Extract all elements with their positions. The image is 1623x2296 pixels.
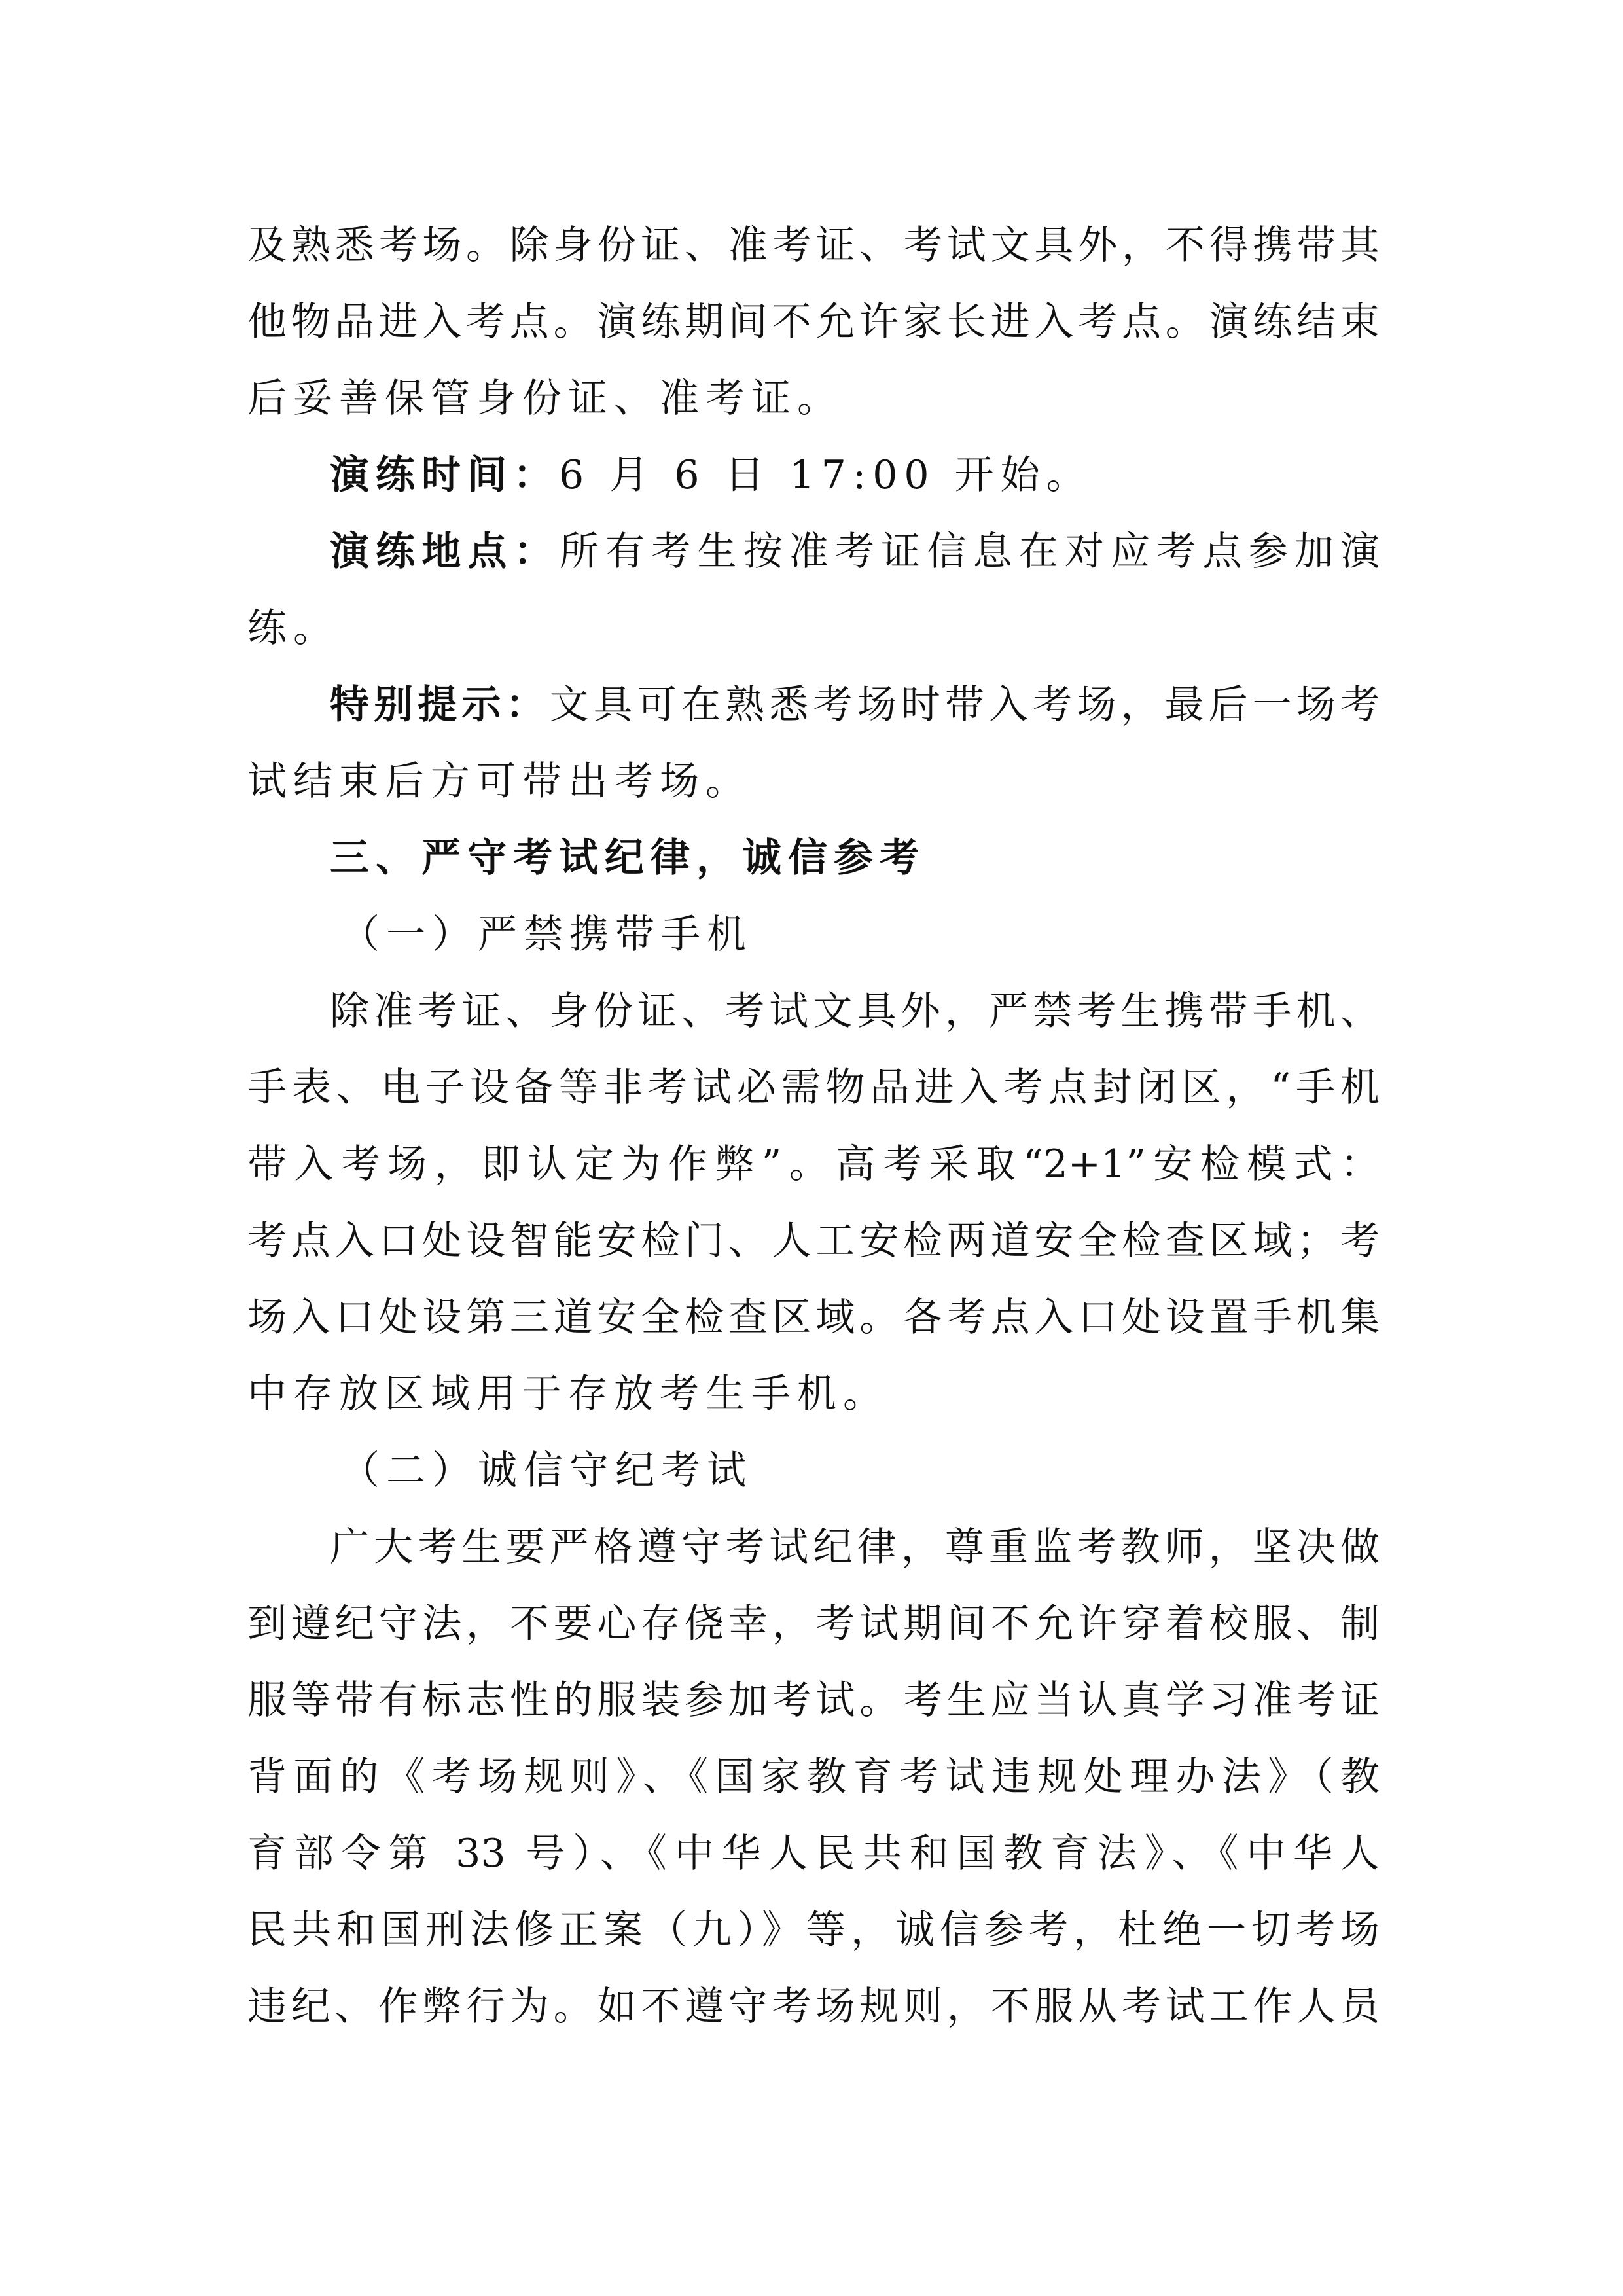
line-text: 除准考证、身份证、考试文具外，严禁考生携带手机、 [330, 988, 1380, 1034]
line-text: 试结束后方可带出考场。 [247, 759, 751, 804]
body-line-3 [247, 355, 1380, 442]
body-line-24 [247, 1964, 1380, 2050]
line-text: 手表、电子设备等非考试必需物品进入考点封闭区，“手机 [247, 1065, 1380, 1111]
body-line-1 [247, 202, 1380, 289]
body-line-13 [247, 1121, 1380, 1208]
drill-time-line [330, 432, 1380, 518]
body-line-12 [247, 1045, 1380, 1131]
body-line-21 [247, 1734, 1380, 1820]
section-heading-text: 三、严守考试纪律，诚信参考 [330, 835, 925, 881]
line-text: 考点入口处设智能安检门、人工安检两道安全检查区域；考 [247, 1218, 1380, 1264]
body-line-14 [247, 1198, 1380, 1284]
special-note-label: 特别提示： [330, 682, 550, 728]
body-line-11 [330, 968, 1380, 1054]
line-text: 场入口处设第三道安全检查区域。各考点入口处设置手机集 [247, 1295, 1380, 1340]
body-line-18 [330, 1504, 1380, 1590]
drill-time-label: 演练时间： [330, 452, 559, 498]
line-text: 后妥善保管身份证、准考证。 [247, 376, 843, 422]
line-text: 他物品进入考点。演练期间不允许家长进入考点。演练结束 [247, 299, 1380, 345]
body-line-16 [247, 1351, 1380, 1437]
line-text: 违纪、作弊行为。如不遵守考场规则，不服从考试工作人员 [247, 1984, 1380, 2030]
subsection-heading-2 [340, 1427, 1380, 1514]
drill-location-label: 演练地点： [330, 529, 560, 575]
line-text: 带入考场，即认定为作弊”。高考采取“2+1”安检模式： [247, 1141, 1380, 1187]
body-line-22 [247, 1810, 1380, 1897]
line-text: 及熟悉考场。除身份证、准考证、考试文具外，不得携带其 [247, 223, 1380, 268]
drill-location-value: 所有考生按准考证信息在对应考点参加演 [559, 529, 1380, 575]
line-text: 育部令第 33 号）、《中华人民共和国教育法》、《中华人 [247, 1831, 1380, 1876]
body-line-8 [247, 738, 1380, 825]
special-note-value: 文具可在熟悉考场时带入考场，最后一场考 [549, 682, 1380, 728]
subsection-heading-text: （一）严禁携带手机 [340, 912, 753, 958]
body-line-20 [247, 1657, 1380, 1744]
drill-time-value: 6 月 6 日 17:00 开始。 [559, 452, 1092, 498]
body-line-2 [247, 279, 1380, 365]
subsection-heading-text: （二）诚信守纪考试 [340, 1448, 753, 1494]
line-text: 服等带有标志性的服装参加考试。考生应当认真学习准考证 [247, 1677, 1380, 1723]
line-text: 广大考生要严格遵守考试纪律，尊重监考教师，坚决做 [330, 1524, 1380, 1570]
line-text: 民共和国刑法修正案（九）》等，诚信参考，杜绝一切考场 [247, 1907, 1380, 1953]
drill-location-line [330, 509, 1380, 595]
section-heading-3 [330, 815, 1380, 901]
body-line-19 [247, 1581, 1380, 1667]
special-note-line [330, 662, 1380, 748]
line-text: 到遵纪守法，不要心存侥幸，考试期间不允许穿着校服、制 [247, 1601, 1380, 1647]
body-line-23 [247, 1887, 1380, 1973]
line-text: 练。 [247, 605, 339, 651]
line-text: 中存放区域用于存放考生手机。 [247, 1371, 889, 1417]
body-line-6 [247, 585, 1380, 672]
line-text: 背面的《考场规则》、《国家教育考试违规处理办法》（教 [247, 1754, 1380, 1800]
subsection-heading-1 [340, 891, 1380, 978]
body-line-15 [247, 1274, 1380, 1361]
